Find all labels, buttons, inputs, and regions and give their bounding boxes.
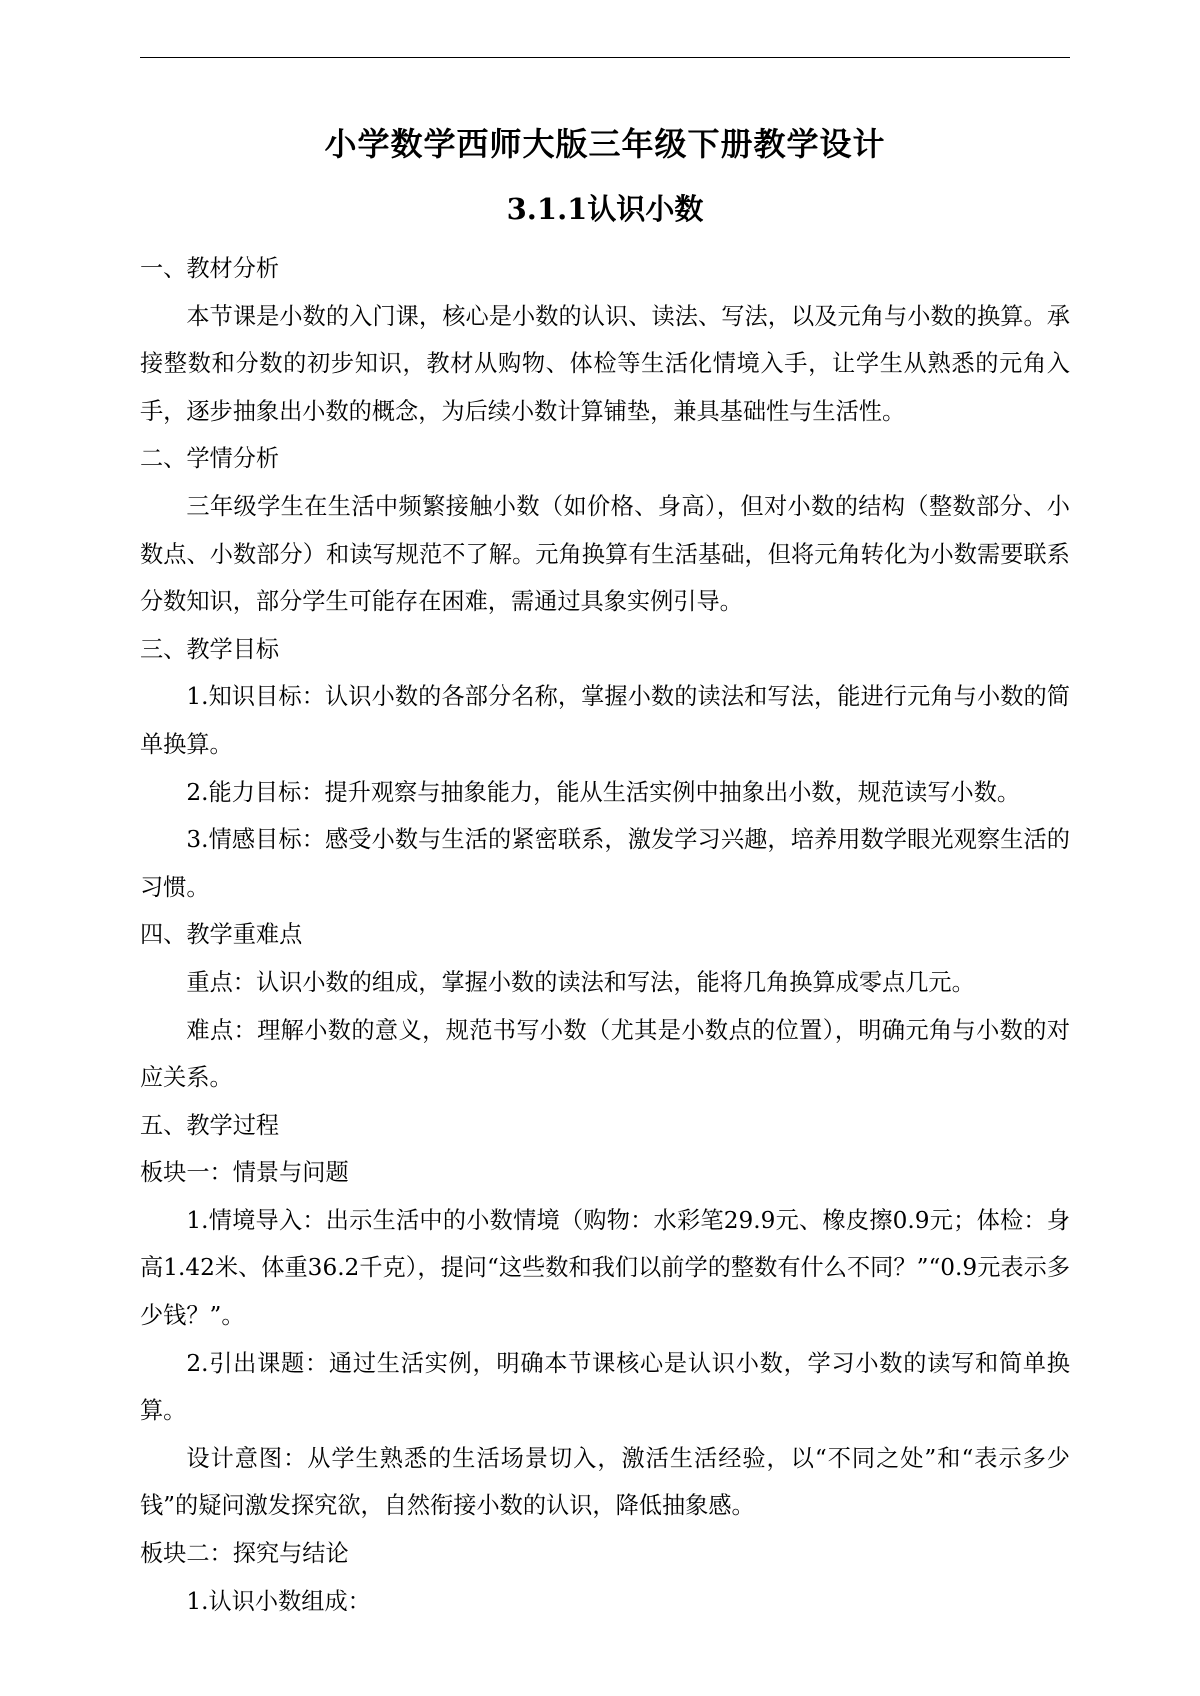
body-paragraph: 2.能力目标：提升观察与抽象能力，能从生活实例中抽象出小数，规范读写小数。 (186, 778, 1021, 806)
document-body (140, 245, 1070, 1625)
section-heading: 一、教材分析 (140, 255, 280, 282)
body-paragraph: 3.情感目标：感受小数与生活的紧密联系，激发学习兴趣，培养用数学眼光观察生活的习惯。 (140, 826, 1070, 901)
body-paragraph: 难点：理解小数的意义，规范书写小数（尤其是小数点的位置），明确元角与小数的对应关系。 (140, 1016, 1070, 1092)
subsection-heading: 板块二：探究与结论 (140, 1540, 349, 1568)
body-paragraph: 2.引出课题：通过生活实例，明确本节课核心是认识小数，学习小数的读写和简单换算。 (140, 1349, 1070, 1425)
lesson-title: 3.1.1认识小数 (506, 192, 704, 226)
body-paragraph: 三年级学生在生活中频繁接触小数（如价格、身高），但对小数的结构（整数部分、小数点、小数部分）和读写规范不了解。元角换算有生活基础，但将元角转化为小数需要联系分数知识，部分学生可能存在困难，需通过具象实例引导。 (140, 492, 1070, 616)
section-heading: 三、教学目标 (140, 635, 280, 663)
body-paragraph: 1.认识小数组成： (186, 1587, 371, 1615)
subsection-heading: 板块一：情景与问题 (140, 1159, 349, 1187)
body-paragraph: 设计意图：从学生熟悉的生活场景切入，激活生活经验，以“不同之处”和“表示多少钱”的疑问激发探究欲，自然衔接小数的认识，降低抽象感。 (140, 1444, 1070, 1520)
section-heading: 二、学情分析 (140, 445, 280, 473)
header-rule (140, 57, 1070, 58)
body-paragraph: 本节课是小数的入门课，核心是小数的认识、读法、写法，以及元角与小数的换算。承接整数和分数的初步知识，教材从购物、体检等生活化情境入手，让学生从熟悉的元角入手，逐步抽象出小数的概念，为后续小数计算铺垫，兼具基础性与生活性。 (140, 302, 1070, 425)
section-heading: 五、教学过程 (140, 1111, 280, 1139)
section-heading: 四、教学重难点 (140, 921, 303, 949)
body-paragraph: 重点：认识小数的组成，掌握小数的读法和写法，能将几角换算成零点几元。 (186, 968, 975, 996)
document-title: 小学数学西师大版三年级下册教学设计 (324, 125, 886, 163)
body-paragraph: 1.知识目标：认识小数的各部分名称，掌握小数的读法和写法，能进行元角与小数的简单换算。 (140, 683, 1070, 758)
body-paragraph: 1.情境导入：出示生活中的小数情境（购物：水彩笔29.9元、橡皮擦0.9元；体检：身高1.42米、体重36.2千克），提问“这些数和我们以前学的整数有什么不同？”“0.9元表示多少钱？”。 (140, 1206, 1070, 1330)
